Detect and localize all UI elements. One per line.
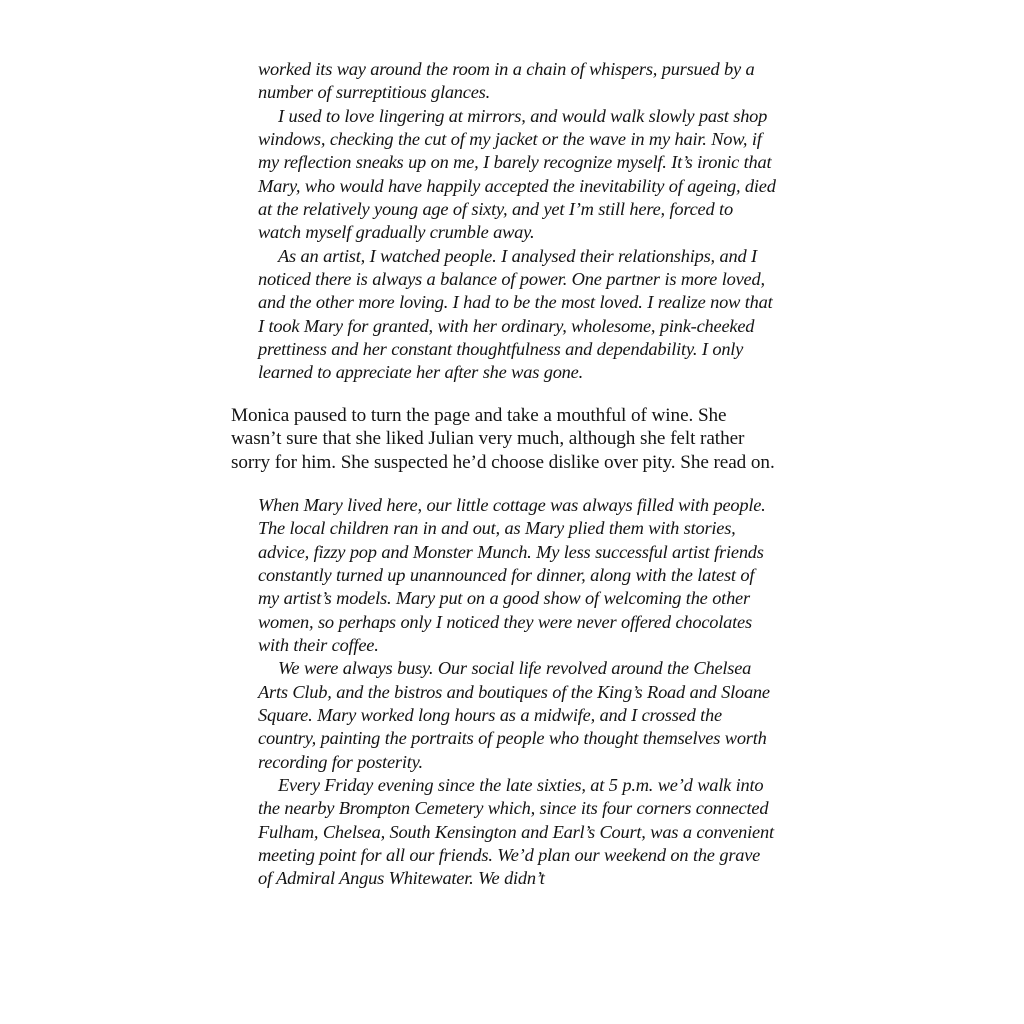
manuscript-paragraph: I used to love lingering at mirrors, and would walk slowly past shop windows, checking the cut of my jacket or the wave in my hair. Now, if my reflection sneaks up on me, I barely recognize myself. It’s ironic that Mary, who would have happily accepted the inevitability of ageing, died at the relatively young age of sixty, and yet I’m still here, forced to watch myself gradually crumble away. xyxy=(258,105,776,243)
block-spacer xyxy=(231,385,779,404)
manuscript-paragraph: As an artist, I watched people. I analysed their relationships, and I noticed there is always a balance of power. One partner is more loved, and the other more loving. I had to be the most loved. I realize now that I took Mary for granted, with her ordinary, wholesome, pink-cheeked prettiness and her constant thoughtfulness and dependability. I only learned to appreciate her after she was gone. xyxy=(258,245,773,383)
block-spacer xyxy=(231,474,779,494)
manuscript-paragraph-opening: When Mary lived here, our little cottage was always filled with people. The local children ran in and out, as Mary plied them with stories, advice, fizzy pop and Monster Munch. My less successful artist friends constantly turned up unannounced for dinner, along with the latest of my artist’s models. Mary put on a good show of welcoming the other women, so perhaps only I noticed they were never offered chocolates with their coffee. xyxy=(258,494,766,655)
narrative-paragraph: Monica paused to turn the page and take a mouthful of wine. She wasn’t sure that she liked Julian very much, although she felt rather sorry for him. She suspected he’d choose dislike over pity. She read on. xyxy=(231,404,775,473)
manuscript-excerpt-second xyxy=(258,494,776,891)
manuscript-excerpt-first xyxy=(258,58,776,385)
manuscript-paragraph-continuation: worked its way around the room in a chain of whispers, pursued by a number of surreptitious glances. xyxy=(258,59,755,103)
text-column xyxy=(231,58,779,891)
narrative-paragraph-block xyxy=(231,404,779,474)
manuscript-paragraph: We were always busy. Our social life revolved around the Chelsea Arts Club, and the bistros and boutiques of the King’s Road and Sloane Square. Mary worked long hours as a midwife, and I crossed the country, painting the portraits of people who thought themselves worth recording for posterity. xyxy=(258,658,770,772)
manuscript-paragraph: Every Friday evening since the late sixties, at 5 p.m. we’d walk into the nearby Brompton Cemetery which, since its four corners connected Fulham, Chelsea, South Kensington and Earl’s Court, was a convenient meeting point for all our friends. We’d plan our weekend on the grave of Admiral Angus Whitewater. We didn’t xyxy=(258,774,774,889)
